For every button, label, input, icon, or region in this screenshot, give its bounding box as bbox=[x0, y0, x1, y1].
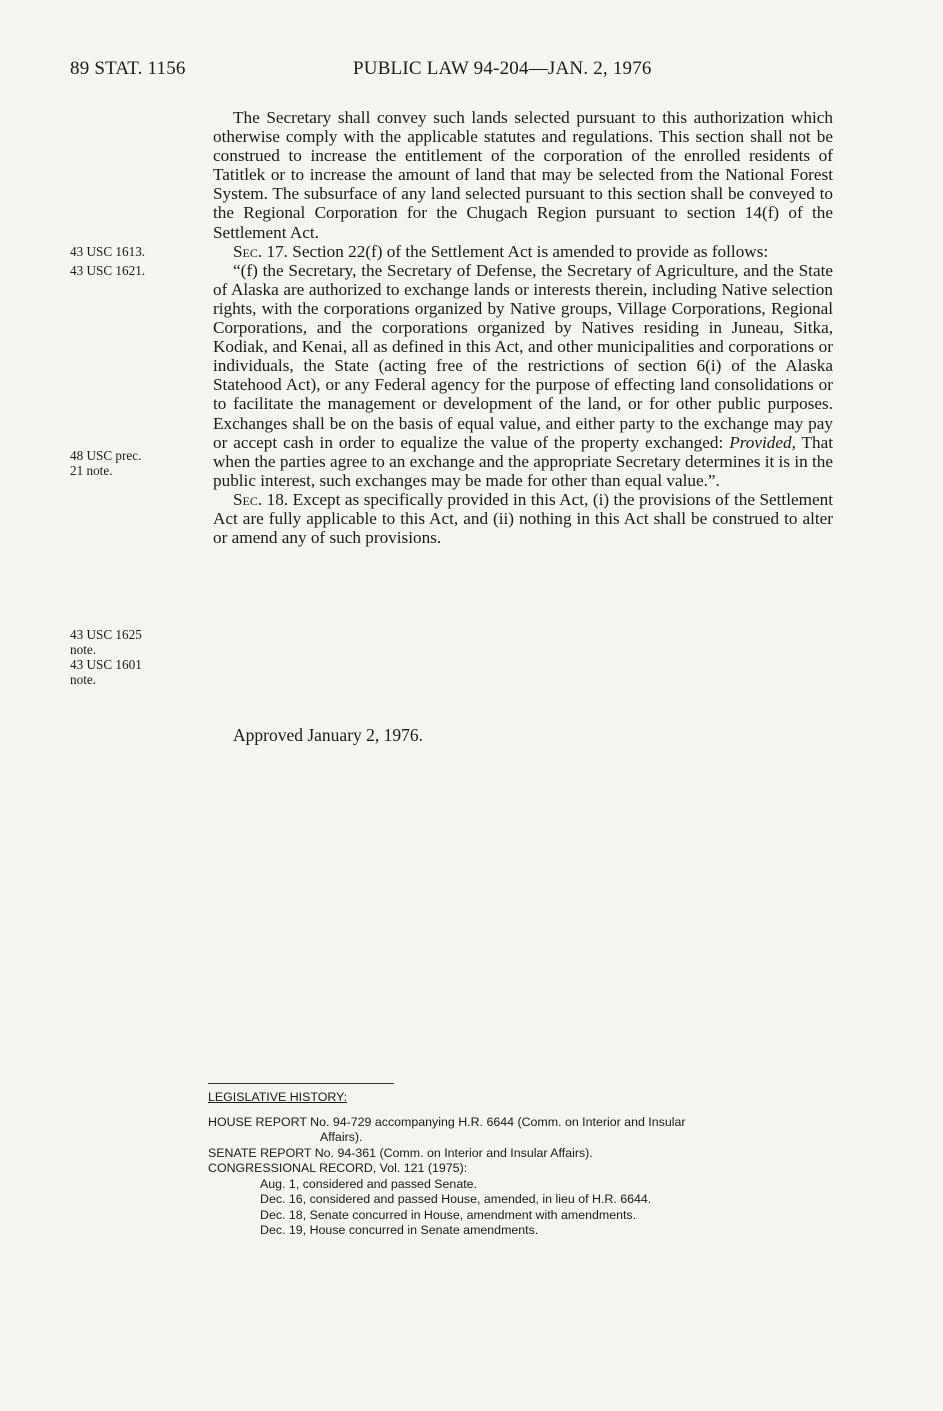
margin-note-text: 48 USC prec. bbox=[70, 448, 142, 463]
margin-note-text: 43 USC 1613. bbox=[70, 244, 146, 259]
approval-date: Approved January 2, 1976. bbox=[233, 725, 424, 745]
stat-page-reference: 89 STAT. 1156 bbox=[70, 58, 186, 79]
margin-note-43-usc-1625 bbox=[70, 627, 142, 687]
record-entry: Aug. 1, considered and passed Senate. bbox=[260, 1176, 477, 1191]
record-entry: Dec. 19, House concurred in Senate amendments. bbox=[260, 1223, 539, 1237]
section-18-label: Sec. 18. bbox=[233, 489, 289, 509]
quoted-amendment-text: “(f) the Secretary, the Secretary of Defense, the Secretary of Agriculture, and the State of Alaska are authorized to exchange lands or interests therein, including Native selection rights, with the corporations organized by Native groups, Village Corporations, Regional Corporations, and the corporations organized by Natives residing in Juneau, Sitka, Kodiak, and Kenai, all as defined in this Act, and other municipalities and corporations or individuals, the State (acting free of the restrictions of section 6(i) of the Alaska Statehood Act), or any Federal agency for the purpose of effecting land consolidations or to facilitate the management or development of the land, or for other public purposes. Exchanges shall be on the basis of equal value, and either party to the exchange may pay or accept cash in order to equalize the value of the property exchanged: bbox=[213, 260, 833, 452]
section-17 bbox=[213, 242, 833, 261]
margin-note-48-usc bbox=[70, 448, 141, 478]
record-entry: Dec. 16, considered and passed House, amended, in lieu of H.R. 6644. bbox=[260, 1192, 652, 1206]
quoted-amendment bbox=[213, 261, 833, 490]
section-18 bbox=[213, 490, 833, 547]
section-18-text: Except as specifically provided in this Act, (i) the provisions of the Settlement Act are fully applicable to this Act, and (ii) nothing in this Act shall be construed to alter or amend any of such provisions. bbox=[213, 489, 833, 548]
congressional-record: CONGRESSIONAL RECORD, Vol. 121 (1975): bbox=[208, 1161, 468, 1175]
statute-body bbox=[213, 108, 833, 547]
section-17-text: Section 22(f) of the Settlement Act is amended to provide as follows: bbox=[287, 241, 769, 261]
section-17-label: Sec. 17. bbox=[233, 241, 288, 261]
margin-note-text: 43 USC 1625 bbox=[70, 627, 142, 642]
legislative-history-heading: LEGISLATIVE HISTORY: bbox=[208, 1090, 348, 1104]
divider-rule bbox=[208, 1083, 394, 1084]
record-entry: Dec. 18, Senate concurred in House, amendment with amendments. bbox=[260, 1207, 637, 1222]
page-title: PUBLIC LAW 94-204—JAN. 2, 1976 bbox=[353, 58, 652, 79]
senate-report: SENATE REPORT No. 94-361 (Comm. on Interior and Insular Affairs). bbox=[208, 1145, 593, 1160]
quoted-amendment-text-end: That when the parties agree to an exchange and the appropriate Secretary determines it is in the public interest, such exchanges may be made for other than equal value.”. bbox=[213, 432, 833, 490]
margin-note-43-usc-1613 bbox=[70, 244, 145, 278]
margin-note-text: note. bbox=[70, 672, 97, 687]
margin-note-text: 43 USC 1621. bbox=[70, 263, 146, 278]
legislative-history bbox=[208, 1090, 848, 1239]
provided-italic: Provided, bbox=[729, 432, 796, 452]
paragraph-conveyance: The Secretary shall convey such lands selected pursuant to this authorization which otherwise comply with the applicable statutes and regulations. This section shall not be construed to increase the entitlement of the corporation of the enrolled residents of Tatitlek or to increase the amount of land that may be selected from the National Forest System. The subsurface of any land selected pursuant to this section shall be conveyed to the Regional Corporation for the Chugach Region pursuant to section 14(f) of the Settlement Act. bbox=[213, 108, 833, 242]
margin-note-text: 21 note. bbox=[70, 463, 113, 478]
house-report-continued: Affairs). bbox=[320, 1130, 363, 1144]
margin-note-text: note. bbox=[70, 642, 97, 657]
house-report: HOUSE REPORT No. 94-729 accompanying H.R. 6644 (Comm. on Interior and Insular bbox=[208, 1114, 686, 1129]
margin-note-text: 43 USC 1601 bbox=[70, 657, 142, 672]
